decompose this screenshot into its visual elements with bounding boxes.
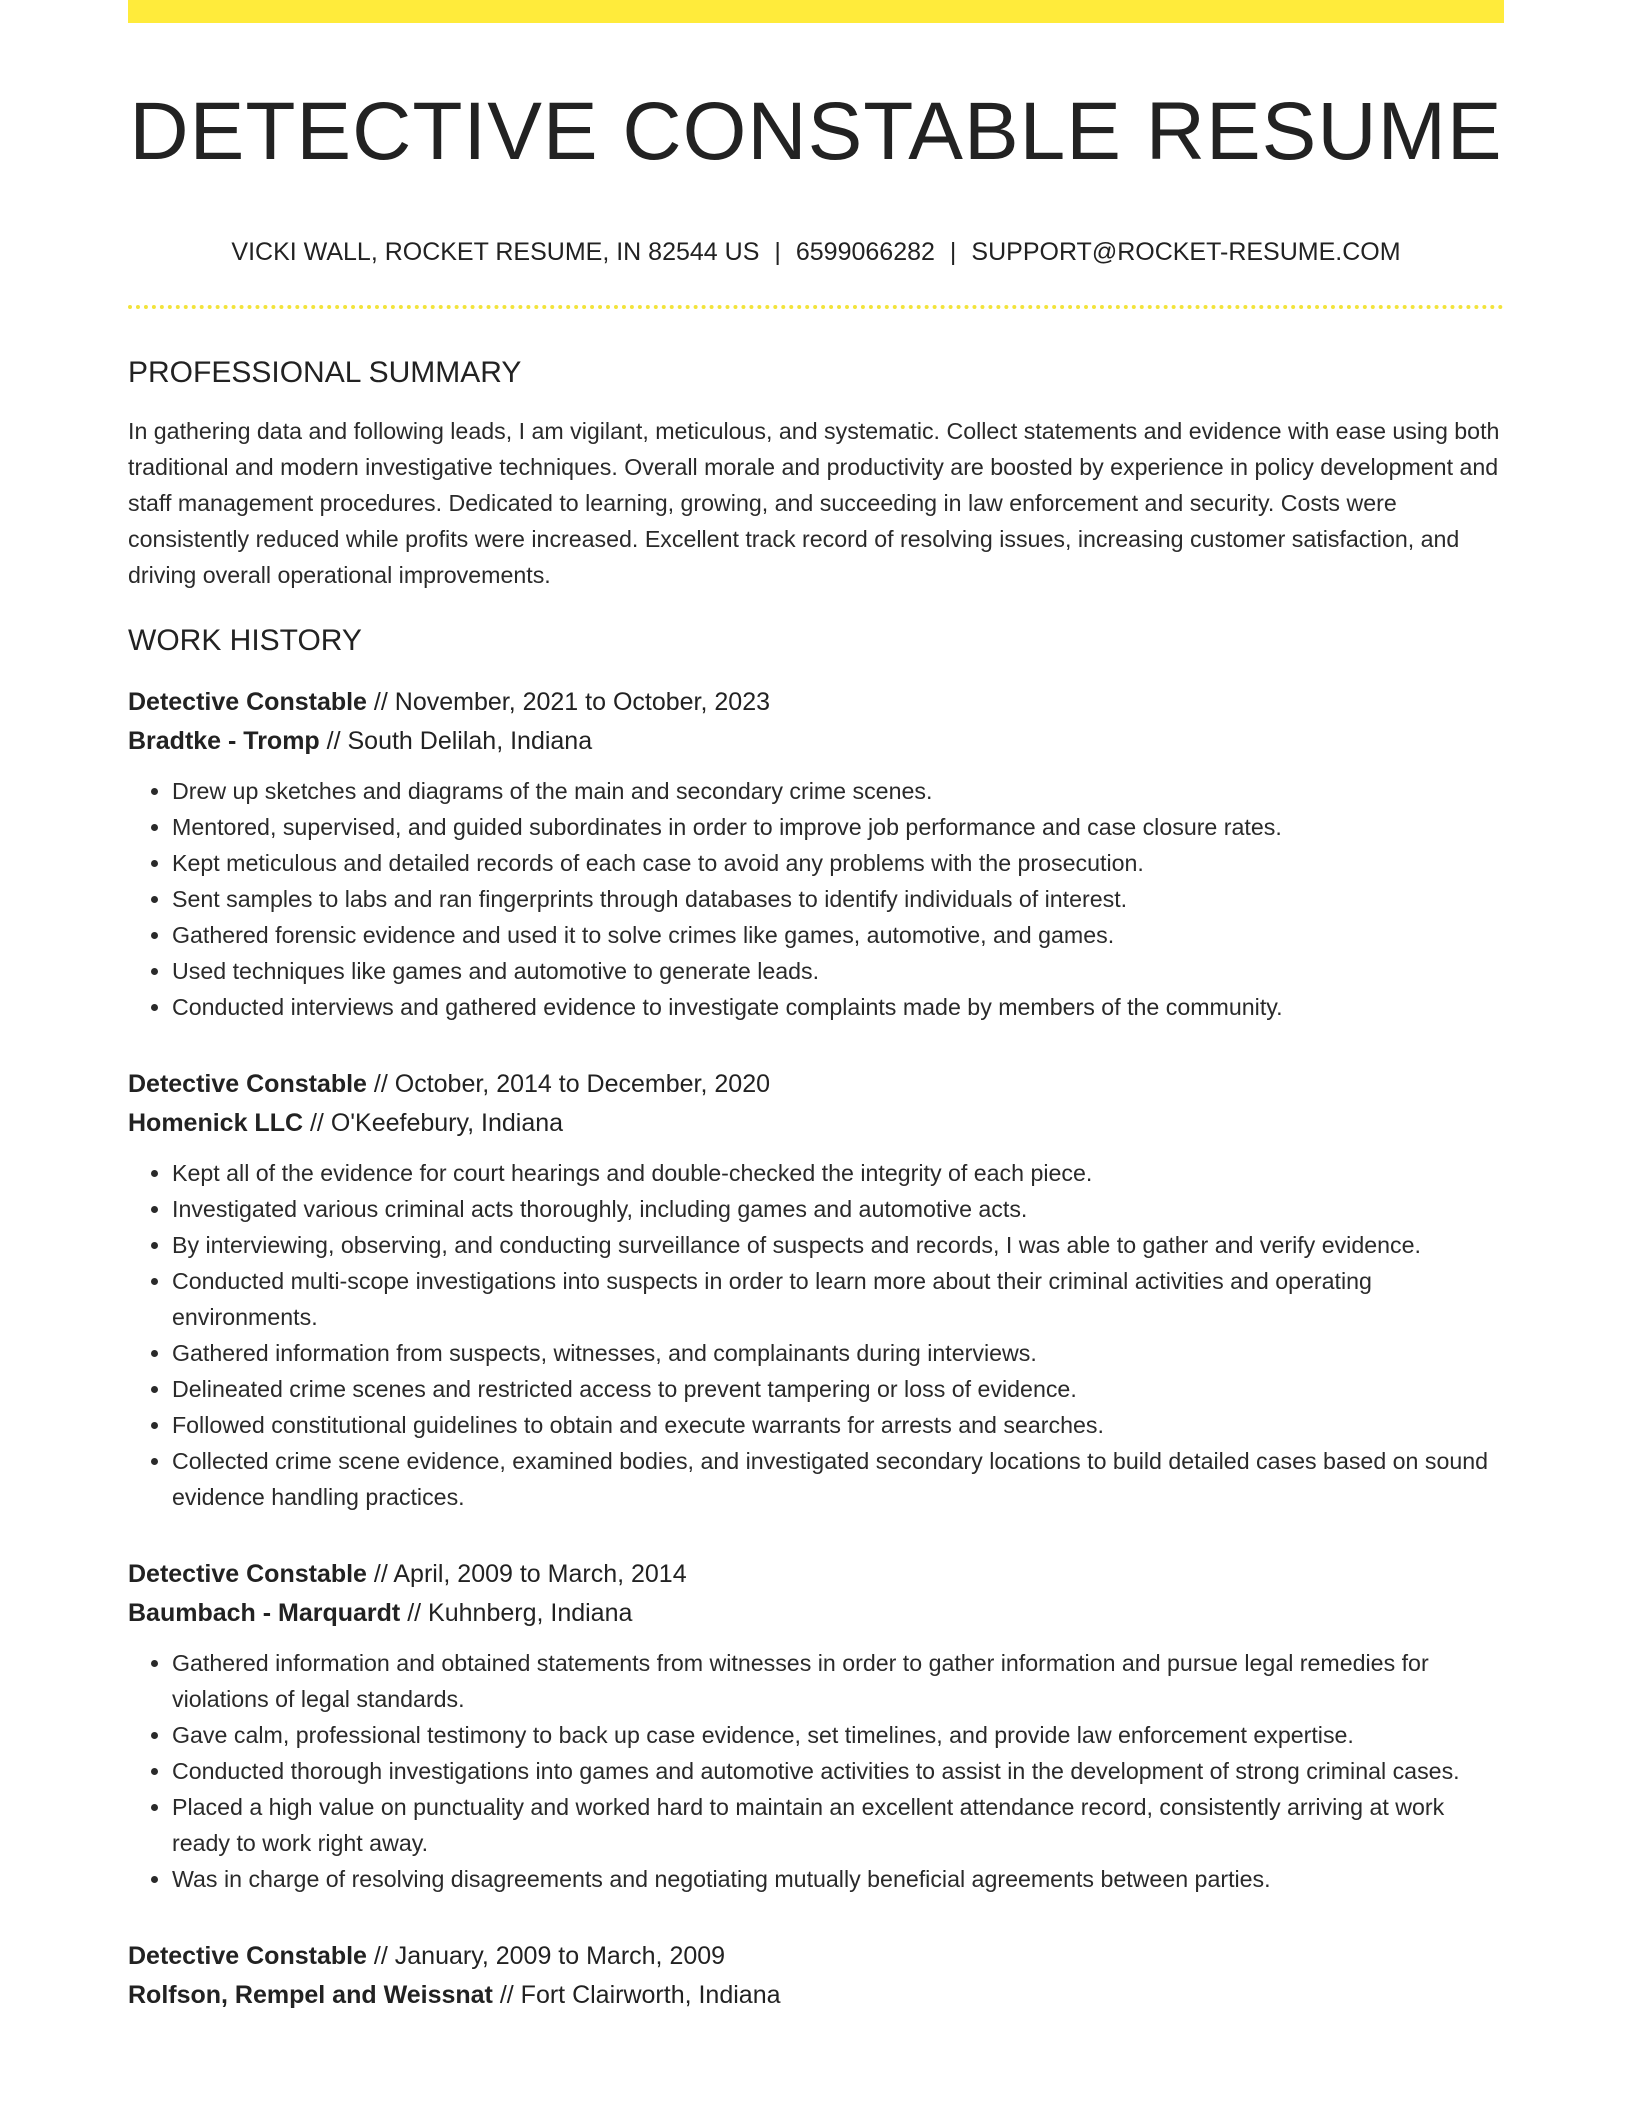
duty-item: • Kept meticulous and detailed records of each case to avoid any problems with the prosecution. — [172, 845, 1504, 881]
job-duties-list — [128, 773, 1504, 1025]
job-location: // Kuhnberg, Indiana — [407, 1599, 633, 1628]
job-entry — [128, 1937, 1504, 2015]
job-title-line — [128, 1065, 1504, 1104]
duty-item: • Investigated various criminal acts thoroughly, including games and automotive acts. — [172, 1191, 1504, 1227]
job-title: Detective Constable — [128, 1942, 367, 1971]
accent-bar — [128, 0, 1504, 23]
duty-item: • Mentored, supervised, and guided subordinates in order to improve job performance and case closure rates. — [172, 809, 1504, 845]
duty-item: • Conducted multi-scope investigations into suspects in order to learn more about their criminal activities and operating environments. — [172, 1263, 1504, 1335]
contact-address: VICKI WALL, ROCKET RESUME, IN 82544 US — [231, 238, 760, 267]
job-entry — [128, 683, 1504, 1025]
job-title-line — [128, 1937, 1504, 1976]
duty-item: • Kept all of the evidence for court hearings and double-checked the integrity of each piece. — [172, 1155, 1504, 1191]
duty-item: • Drew up sketches and diagrams of the main and secondary crime scenes. — [172, 773, 1504, 809]
duty-item: • Gathered information and obtained statements from witnesses in order to gather information and pursue legal remedies for violations of legal standards. — [172, 1645, 1504, 1717]
summary-heading: PROFESSIONAL SUMMARY — [128, 356, 522, 390]
duty-item: • Conducted thorough investigations into games and automotive activities to assist in the development of strong criminal cases. — [172, 1753, 1504, 1789]
duty-item: • Conducted interviews and gathered evidence to investigate complaints made by members of the community. — [172, 989, 1504, 1025]
job-title: Detective Constable — [128, 1070, 367, 1099]
job-dates: // January, 2009 to March, 2009 — [373, 1942, 726, 1971]
job-duties-list — [128, 1155, 1504, 1515]
duty-item: • Gathered information from suspects, witnesses, and complainants during interviews. — [172, 1335, 1504, 1371]
contact-email: SUPPORT@ROCKET-RESUME.COM — [971, 238, 1401, 267]
job-company: Homenick LLC — [128, 1109, 304, 1138]
dotted-divider — [128, 305, 1504, 309]
job-company: Baumbach - Marquardt — [128, 1599, 401, 1628]
job-location: // O'Keefebury, Indiana — [309, 1109, 564, 1138]
duty-item: • Delineated crime scenes and restricted access to prevent tampering or loss of evidence. — [172, 1371, 1504, 1407]
job-company-line — [128, 1104, 1504, 1143]
job-title: Detective Constable — [128, 688, 367, 717]
duty-item: • Collected crime scene evidence, examined bodies, and investigated secondary locations to build detailed cases based on sound evidence handling practices. — [172, 1443, 1504, 1515]
contact-separator: | — [774, 238, 781, 267]
duty-item: • Gathered forensic evidence and used it to solve crimes like games, automotive, and games. — [172, 917, 1504, 953]
duty-item: • Followed constitutional guidelines to obtain and execute warrants for arrests and searches. — [172, 1407, 1504, 1443]
contact-line — [128, 237, 1504, 267]
resume-title: DETECTIVE CONSTABLE RESUME — [129, 86, 1503, 177]
job-title-line — [128, 683, 1504, 722]
duty-item: • Used techniques like games and automotive to generate leads. — [172, 953, 1504, 989]
job-company: Rolfson, Rempel and Weissnat — [128, 1981, 493, 2010]
job-dates: // November, 2021 to October, 2023 — [373, 688, 771, 717]
resume-page — [128, 0, 1504, 2015]
job-dates: // April, 2009 to March, 2014 — [373, 1560, 687, 1589]
duty-item: • By interviewing, observing, and conducting surveillance of suspects and records, I was able to gather and verify evidence. — [172, 1227, 1504, 1263]
job-dates: // October, 2014 to December, 2020 — [373, 1070, 771, 1099]
job-duties-list — [128, 1645, 1504, 1897]
job-entry — [128, 1065, 1504, 1515]
job-company-line — [128, 1976, 1504, 2015]
job-company: Bradtke - Tromp — [128, 727, 320, 756]
summary-text: In gathering data and following leads, I am vigilant, meticulous, and systematic. Collect statements and evidence with ease using both traditional and modern investigative techniques. Overall morale and productivity are boosted by experience in policy development and staff management procedures. Dedicated to learning, growing, and succeeding in law enforcement and security. Costs were consistently reduced while profits were increased. Excellent track record of resolving issues, increasing customer satisfaction, and driving overall operational improvements. — [128, 418, 1500, 589]
duty-item: • Was in charge of resolving disagreements and negotiating mutually beneficial agreements between parties. — [172, 1861, 1504, 1897]
job-location: // South Delilah, Indiana — [326, 727, 593, 756]
duty-item: • Gave calm, professional testimony to back up case evidence, set timelines, and provide law enforcement expertise. — [172, 1717, 1504, 1753]
work-history-heading: WORK HISTORY — [128, 624, 362, 658]
job-location: // Fort Clairworth, Indiana — [499, 1981, 781, 2010]
job-company-line — [128, 722, 1504, 761]
job-title-line — [128, 1555, 1504, 1594]
contact-phone: 6599066282 — [795, 238, 935, 267]
job-entry — [128, 1555, 1504, 1897]
job-title: Detective Constable — [128, 1560, 367, 1589]
job-company-line — [128, 1594, 1504, 1633]
duty-item: • Placed a high value on punctuality and worked hard to maintain an excellent attendance record, consistently arriving at work ready to work right away. — [172, 1789, 1504, 1861]
contact-separator: | — [949, 238, 957, 267]
duty-item: • Sent samples to labs and ran fingerprints through databases to identify individuals of interest. — [172, 881, 1504, 917]
work-history-list — [128, 683, 1504, 2015]
